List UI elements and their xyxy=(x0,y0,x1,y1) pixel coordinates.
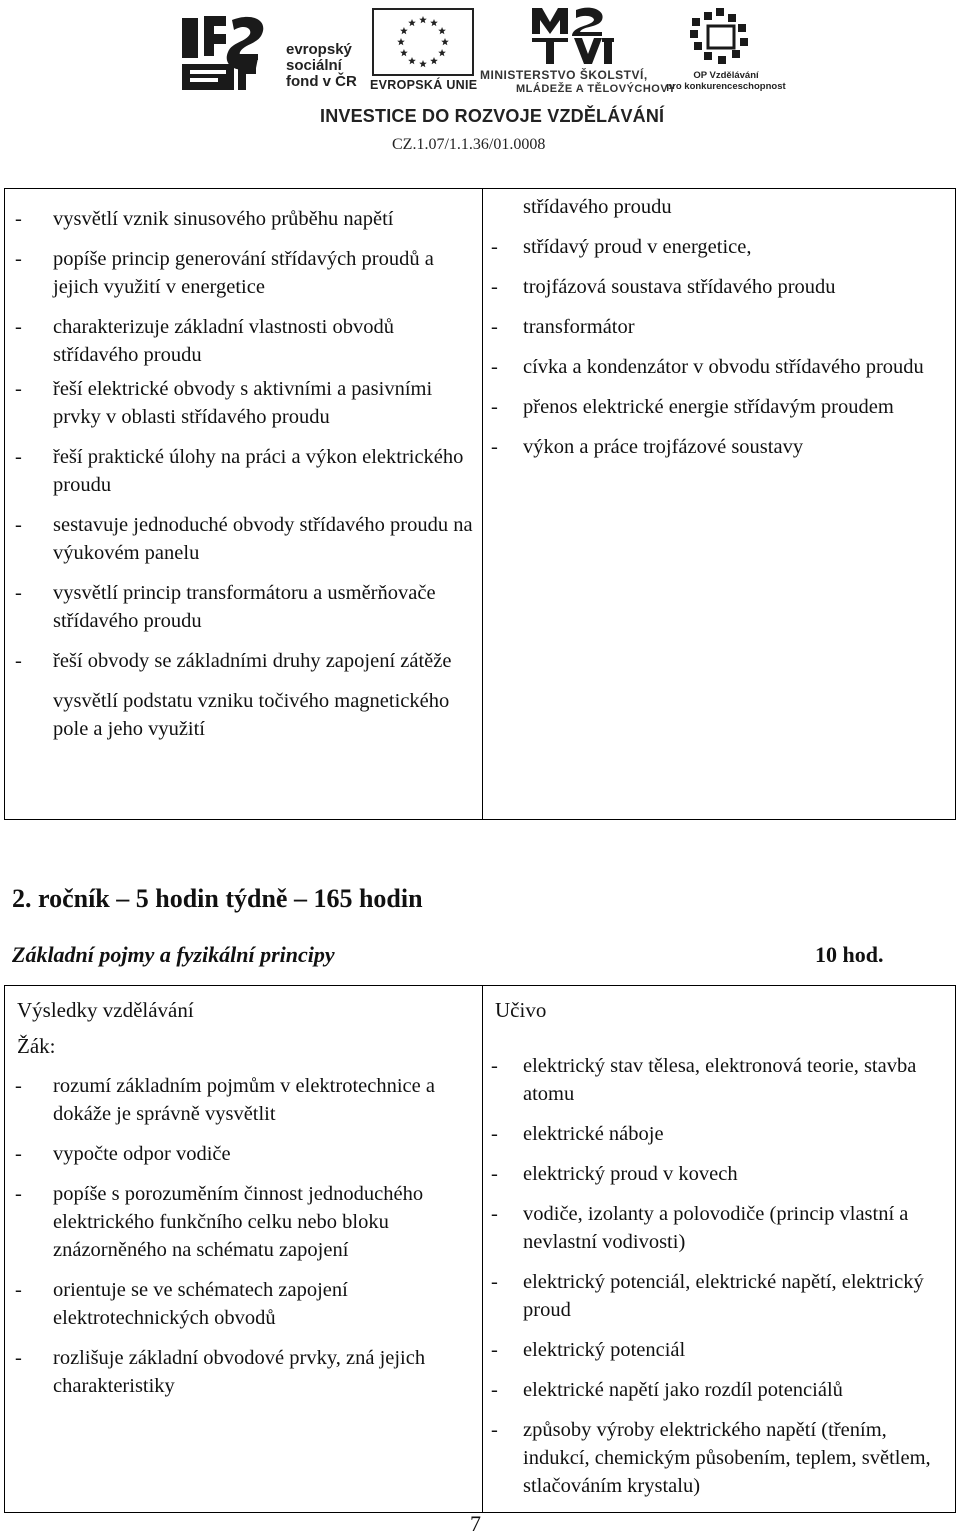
list-item: - řeší praktické úlohy na práci a výkon elektrického proudu xyxy=(5,443,474,499)
list-item: - rozlišuje základní obvodové prvky, zná jejich charakteristiky xyxy=(5,1344,474,1400)
outcomes-cell xyxy=(5,189,483,820)
list-item: - vodiče, izolanty a polovodiče (princip vlastní a nevlastní vodivosti) xyxy=(483,1200,947,1256)
esf-line-3: fond v ČR xyxy=(286,73,357,90)
esf-logo-icon xyxy=(178,8,278,96)
outcomes-cell xyxy=(5,986,483,1513)
esf-line-2: sociální xyxy=(286,57,342,74)
list-item: - elektrický potenciál xyxy=(483,1336,947,1364)
list-item: - popíše s porozuměním činnost jednoduchého elektrického funkčního celku nebo bloku znázorněného na schématu zapojení xyxy=(5,1180,474,1264)
list-item: - řeší elektrické obvody s aktivními a pasivními prvky v oblasti střídavého proudu xyxy=(5,375,474,431)
list-item: - charakterizuje základní vlastnosti obvodů střídavého proudu xyxy=(5,313,474,369)
msmt-logo-text xyxy=(480,68,676,96)
list-item: - popíše princip generování střídavých proudů a jejich využití v energetice xyxy=(5,245,474,301)
list-item: - střídavý proud v energetice, xyxy=(483,233,947,261)
op-vzdelavani-logo-icon xyxy=(686,4,756,70)
list-item: - rozumí základním pojmům v elektrotechnice a dokáže je správně vysvětlit xyxy=(5,1072,474,1128)
list-item: - cívka a kondenzátor v obvodu střídavého proudu xyxy=(483,353,947,381)
msmt-line-1: MINISTERSTVO ŠKOLSTVÍ, xyxy=(480,68,648,82)
curriculum-cell xyxy=(483,986,956,1513)
op-line-2: pro konkurenceschopnost xyxy=(666,81,786,92)
list-item: - orientuje se ve schématech zapojení elektrotechnických obvodů xyxy=(5,1276,474,1332)
column-header-outcomes: Výsledky vzdělávání xyxy=(17,998,194,1022)
eu-flag-icon xyxy=(372,8,474,76)
investice-banner: INVESTICE DO ROZVOJE VZDĚLÁVÁNÍ xyxy=(320,106,665,126)
msmt-line-2: MLÁDEŽE A TĚLOVÝCHOVY xyxy=(516,83,677,95)
section-title: Základní pojmy a fyzikální principy xyxy=(12,942,335,967)
list-item: - sestavuje jednoduché obvody střídavého proudu na výukovém panelu xyxy=(5,511,474,567)
list-item: - elektrický potenciál, elektrické napětí, elektrický proud xyxy=(483,1268,947,1324)
section-hours: 10 hod. xyxy=(815,942,884,967)
curriculum-list xyxy=(483,1024,955,1500)
list-item: - způsoby výroby elektrického napětí (třením, indukcí, chemickým působením, teplem, světlem, stlačováním krystalu) xyxy=(483,1416,947,1500)
list-item: - vypočte odpor vodiče xyxy=(5,1140,474,1168)
outcomes-list xyxy=(5,189,482,743)
list-item: - elektrické napětí jako rozdíl potenciálů xyxy=(483,1376,947,1404)
list-item: - elektrické náboje xyxy=(483,1120,947,1148)
esf-line-1: evropský xyxy=(286,41,352,58)
list-item: - elektrický proud v kovech xyxy=(483,1160,947,1188)
outcomes-table-continued xyxy=(4,188,956,820)
outcomes-table xyxy=(4,985,956,1513)
year-heading: 2. ročník – 5 hodin týdně – 165 hodin xyxy=(12,884,423,913)
curriculum-cell xyxy=(483,189,956,820)
list-item: - řeší obvody se základními druhy zapojení zátěže xyxy=(5,647,474,675)
list-item: - přenos elektrické energie střídavým proudem xyxy=(483,393,947,421)
msmt-logo-icon xyxy=(528,4,618,66)
op-logo-text xyxy=(664,70,788,92)
curriculum-continuation: střídavého proudu xyxy=(523,196,672,218)
registration-number: CZ.1.07/1.1.36/01.0008 xyxy=(392,136,546,153)
student-label: Žák: xyxy=(17,1034,56,1058)
esf-logo-text xyxy=(286,42,357,90)
list-item: - elektrický stav tělesa, elektronová teorie, stavba atomu xyxy=(483,1052,947,1108)
list-item: - výkon a práce trojfázové soustavy xyxy=(483,433,947,461)
page-number: 7 xyxy=(470,1511,481,1536)
list-item: vysvětlí podstatu vzniku točivého magnetického pole a jeho využití xyxy=(53,690,450,740)
outcomes-list xyxy=(5,1072,482,1400)
eu-logo-text: EVROPSKÁ UNIE xyxy=(370,78,478,92)
header-logo-bar xyxy=(0,0,960,160)
column-header-curriculum: Učivo xyxy=(495,998,547,1022)
list-item: - trojfázová soustava střídavého proudu xyxy=(483,273,947,301)
op-line-1: OP Vzdělávání xyxy=(693,70,759,81)
list-item: - vysvětlí vznik sinusového průběhu napětí xyxy=(5,205,474,233)
list-item: - vysvětlí princip transformátoru a usměrňovače střídavého proudu xyxy=(5,579,474,635)
curriculum-list xyxy=(483,233,955,461)
list-item: - transformátor xyxy=(483,313,947,341)
